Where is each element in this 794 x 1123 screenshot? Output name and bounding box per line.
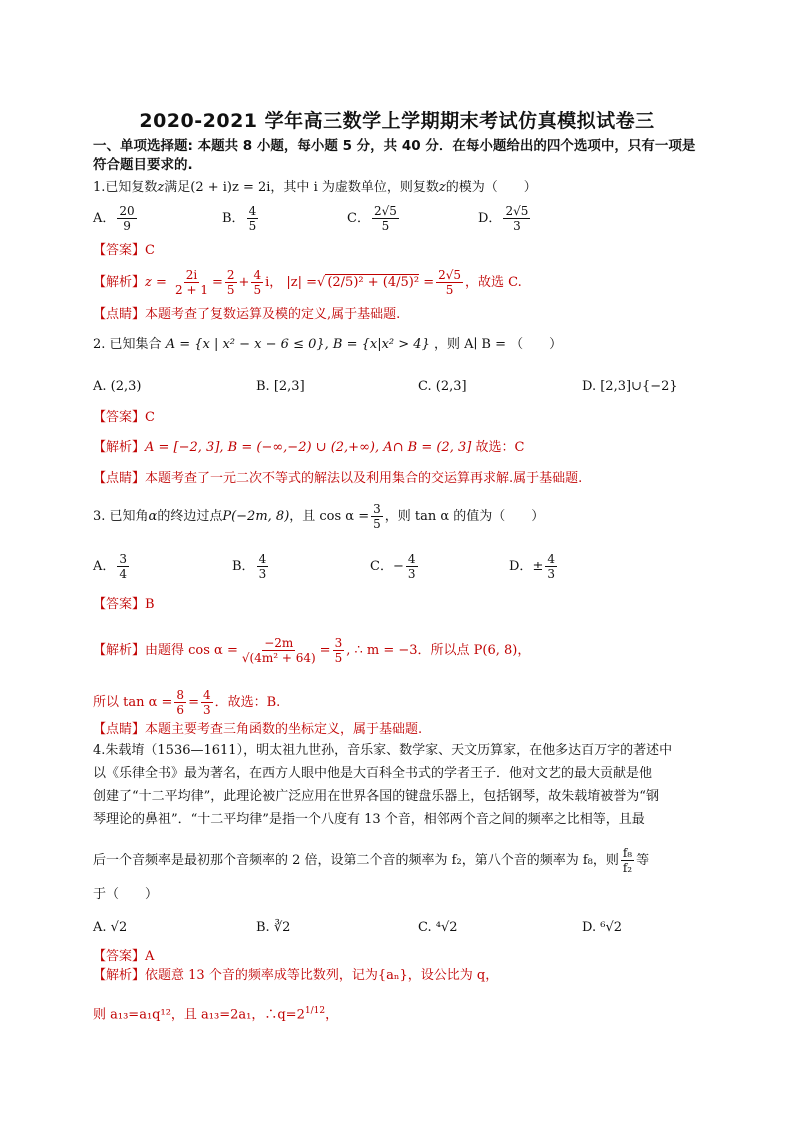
q1-option-b[interactable]: B． $\frac{4}{5}$ <box>222 204 257 233</box>
q2-answer: 【答案】C <box>93 410 155 425</box>
q3-analysis-cont: 所以 tan α = $\frac{8}{6}$ = $\frac{4}{3}$ ．故选：B. <box>93 688 281 717</box>
q3-option-c[interactable]: C．− $\frac{4}{3}$ <box>370 552 416 581</box>
q4-option-a[interactable]: A. √2 <box>93 920 128 935</box>
section-heading-line1: 一、单项选择题: 本题共 8 小题，每小题 5 分，共 40 分．在每小题给出的四个选项中，只有一项是 <box>93 138 696 154</box>
q3-comment: 【点睛】本题主要考查三角函数的坐标定义，属于基础题. <box>93 722 423 737</box>
q4-stem-line6: 于（ ） <box>93 887 159 902</box>
q4-answer: 【答案】A <box>93 949 155 964</box>
q3-answer: 【答案】B <box>93 597 155 612</box>
q1-comment: 【点睛】本题考查了复数运算及模的定义,属于基础题. <box>93 307 401 322</box>
q1-option-d[interactable]: D． $\frac{2√5}{3}$ <box>478 204 529 233</box>
q2-analysis: 【解析】A = [−2, 3], B = (−∞,−2) ∪ (2,+∞), A∩ B = (2, 3] 故选：C <box>93 440 525 455</box>
q2-stem: 2. 已知集合 A = {x | x² − x − 6 ≤ 0}, B = {x|x² > 4} ，则 A∣ B = （ ） <box>93 337 563 352</box>
section-heading-line2: 符合题目要求的. <box>93 157 193 173</box>
page-title: 2020-2021 学年高三数学上学期期末考试仿真模拟试卷三 <box>139 110 655 132</box>
q4-analysis: 【解析】依题意 13 个音的频率成等比数列，记为{aₙ}，设公比为 q， <box>93 968 499 983</box>
q3-stem: 3. 已知角α的终边过点P(−2m, 8)，且 cos α = $\frac{3}{5}$ ，则 tan α 的值为（ ） <box>93 502 545 531</box>
q4-stem-line2: 以《乐律全书》最为著名，在西方人眼中他是大百科全书式的学者王子．他对文艺的最大贡献是他 <box>93 766 653 781</box>
q3-analysis: 【解析】由题得 cos α = $\frac{-2m}{\text{√(4m² + 64)}}$ = $\frac{3}{5}$ , ∴ m = −3．所以点 P(6, 8)， <box>93 636 531 665</box>
q3-option-a[interactable]: A． $\frac{3}{4}$ <box>93 552 128 581</box>
q4-option-d[interactable]: D. ⁶√2 <box>582 920 623 935</box>
q3-option-b[interactable]: B． $\frac{4}{3}$ <box>232 552 267 581</box>
q2-option-a[interactable]: A. (2,3) <box>93 379 142 394</box>
q4-option-c[interactable]: C. ⁴√2 <box>418 920 458 935</box>
q4-option-b[interactable]: B. ∛2 <box>256 920 291 935</box>
q4-stem-line4: 琴理论的鼻祖”．“十二平均律”是指一个八度有 13 个音，相邻两个音之间的频率之比相等，且最 <box>93 812 645 827</box>
q2-comment: 【点睛】本题考查了一元二次不等式的解法以及利用集合的交运算再求解.属于基础题. <box>93 471 583 486</box>
q1-stem: 1.已知复数z满足(2 + i)z = 2i，其中 i 为虚数单位，则复数z的模为（ ） <box>93 180 537 195</box>
q1-answer: 【答案】C <box>93 243 155 258</box>
q4-stem-line3: 创建了“十二平均律”，此理论被广泛应用在世界各国的键盘乐器上，包括钢琴，故朱载堉被誉为“钢 <box>93 789 659 804</box>
q4-stem-line1: 4.朱载堉（1536—1611），明太祖九世孙，音乐家、数学家、天文历算家，在他多达百万字的著述中 <box>93 743 673 758</box>
q2-option-d[interactable]: D. [2,3]∪{−2} <box>582 379 678 394</box>
q4-analysis-cont: 则 a₁₃=a₁q¹²，且 a₁₃=2a₁，$\therefore q=2^{1/12}$， <box>93 1006 339 1023</box>
q1-option-a[interactable]: A． $\frac{20}{9}$ <box>93 204 135 233</box>
q1-analysis: 【解析】z = $\frac{2i}{2 + 1}$ = $\frac{2}{5}$ + $\frac{4}{5}$ i， |z| =√ (2/5)² + (4/5)² = $\frac{2√5}{5}$ ，故选 C. <box>93 268 522 297</box>
q2-option-b[interactable]: B. [2,3] <box>256 379 305 394</box>
q1-option-c[interactable]: C． $\frac{2√5}{5}$ <box>347 204 397 233</box>
q3-option-d[interactable]: D．± $\frac{4}{3}$ <box>509 552 555 581</box>
q2-option-c[interactable]: C. (2,3] <box>418 379 467 394</box>
q4-stem-line5: 后一个音频率是最初那个音频率的 2 倍，设第二个音的频率为 f₂，第八个音的频率为 f₈，则 $\frac{\text{f₈}}{\text{f₂}}$ 等 <box>93 846 650 875</box>
